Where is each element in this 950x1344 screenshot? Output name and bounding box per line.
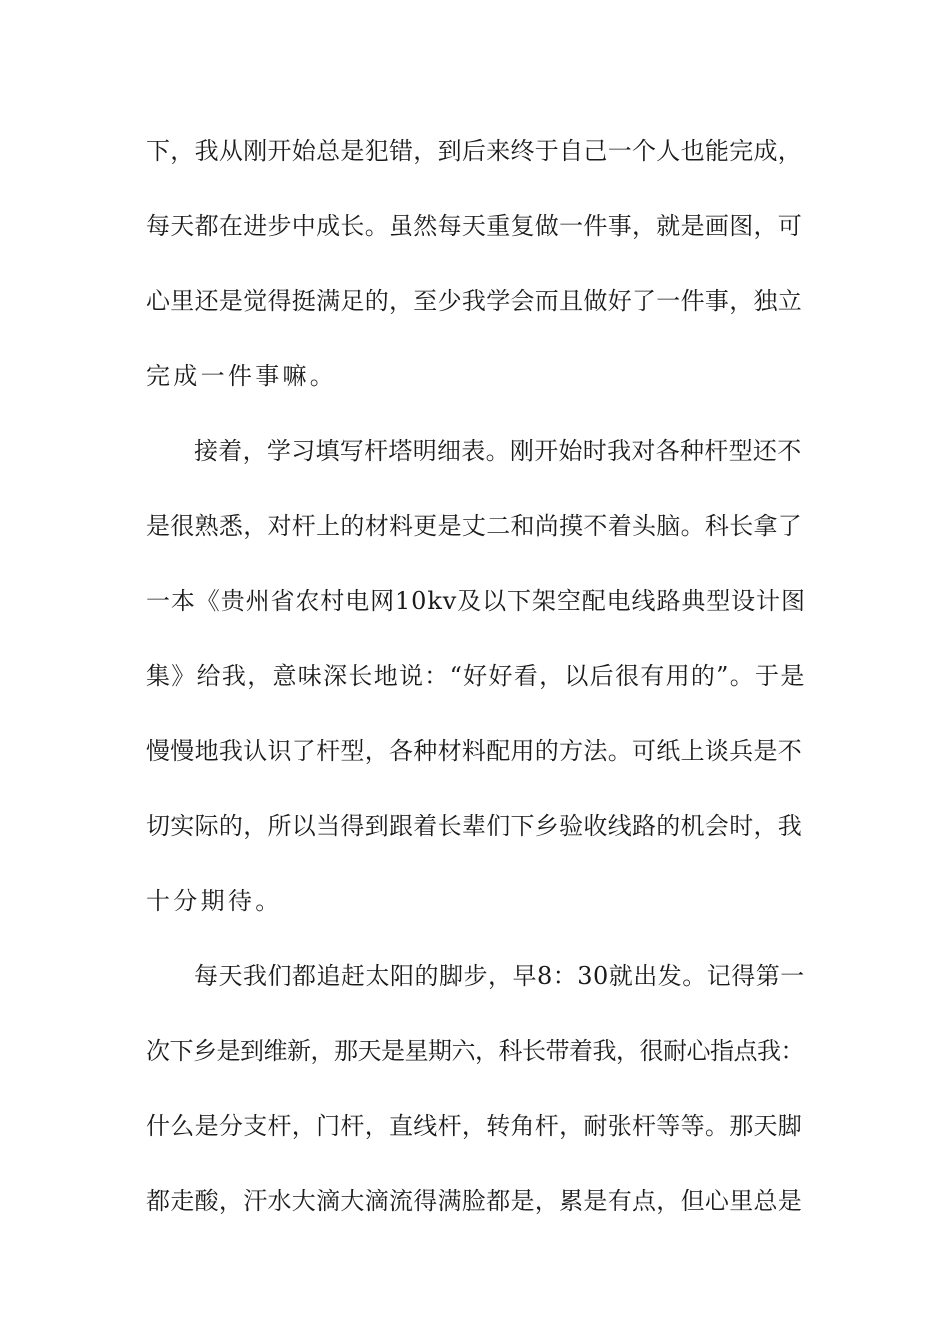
text-line: 十分期待。 — [146, 887, 283, 915]
text-line: 完成一件事嘛。 — [146, 362, 338, 390]
text-line: 一本《贵州省农村电网10kv及以下架空配电线路典型设计图 — [146, 587, 806, 615]
text-line: 切实际的，所以当得到跟着长辈们下乡验收线路的机会时，我 — [146, 812, 803, 840]
text-line: 集》给我，意味深长地说：“好好看，以后很有用的”。于是 — [146, 662, 806, 690]
text-line: 什么是分支杆，门杆，直线杆，转角杆，耐张杆等等。那天脚 — [146, 1112, 803, 1140]
paragraph-first-line: 接着，学习填写杆塔明细表。刚开始时我对各种杆型还不 — [194, 437, 802, 465]
text-line: 下，我从刚开始总是犯错，到后来终于自己一个人也能完成， — [146, 137, 803, 165]
text-line: 慢慢地我认识了杆型，各种材料配用的方法。可纸上谈兵是不 — [146, 737, 803, 765]
paragraph-first-line: 每天我们都追赶太阳的脚步，早8：30就出发。记得第一 — [194, 962, 805, 990]
text-line: 心里还是觉得挺满足的，至少我学会而且做好了一件事，独立 — [146, 287, 803, 315]
text-line: 是很熟悉，对杆上的材料更是丈二和尚摸不着头脑。科长拿了 — [146, 512, 803, 540]
text-line: 每天都在进步中成长。虽然每天重复做一件事，就是画图，可 — [146, 212, 803, 240]
text-line: 都走酸，汗水大滴大滴流得满脸都是，累是有点，但心里总是 — [146, 1187, 803, 1215]
text-line: 次下乡是到维新，那天是星期六，科长带着我，很耐心指点我： — [146, 1037, 804, 1065]
